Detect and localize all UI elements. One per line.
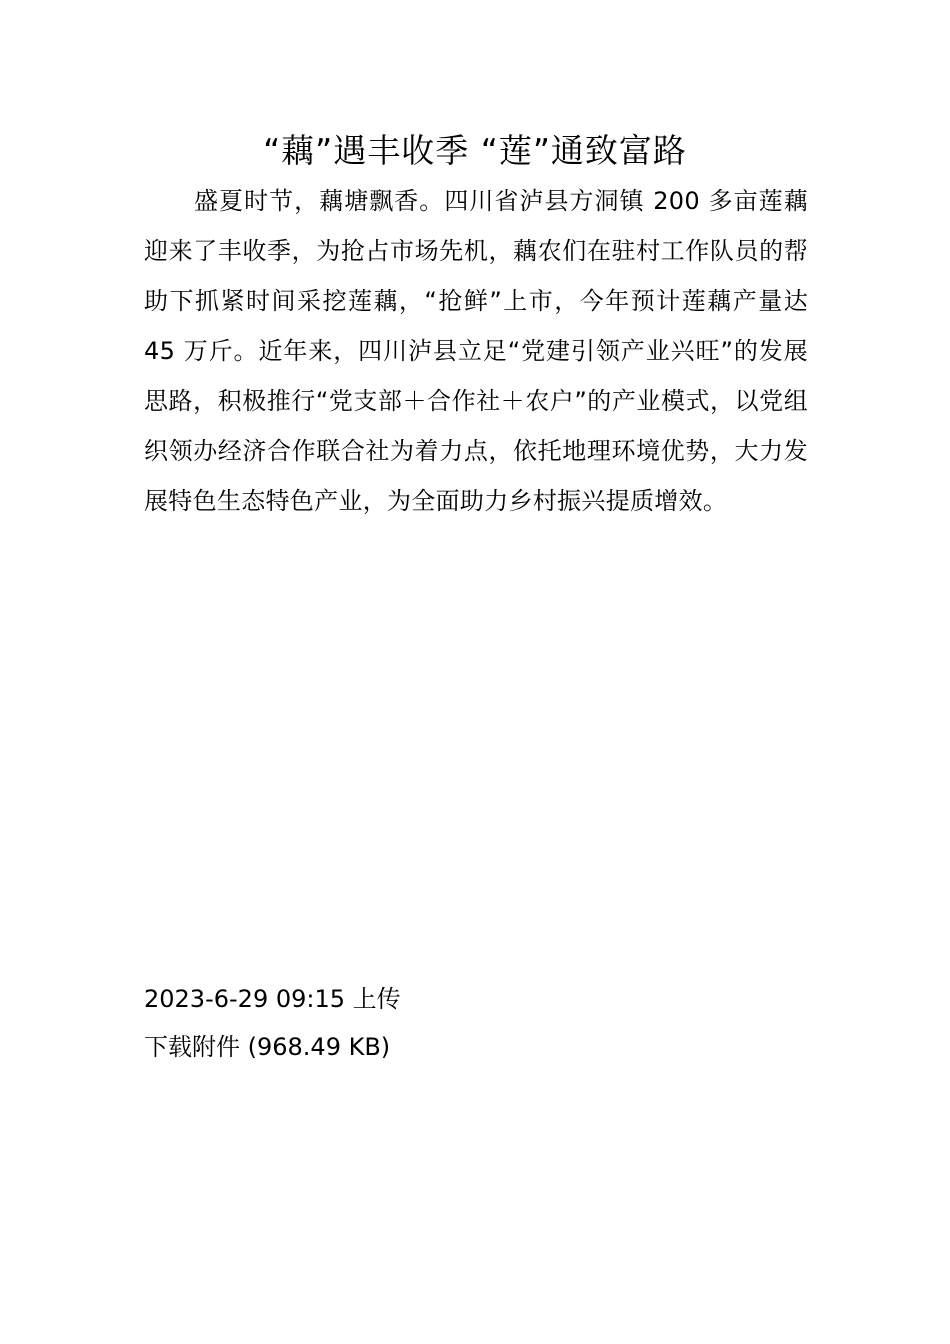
- attachment-meta: [144, 975, 401, 1071]
- download-attachment-link[interactable]: 下载附件 (968.49 KB): [144, 1033, 391, 1061]
- article-title: “藕”遇丰收季 “莲”通致富路: [263, 131, 687, 170]
- article-body: 盛夏时节，藕塘飘香。四川省泸县方洞镇 200 多亩莲藕迎来了丰收季，为抢占市场先机，藕农们在驻村工作队员的帮助下抓紧时间采挖莲藕，“抢鲜”上市，今年预计莲藕产量达 45 万斤。近年来，四川泸县立足“党建引领产业兴旺”的发展思路，积极推行“党支部＋合作社＋农户”的产业模式，以党组织领办经济合作联合社为着力点，依托地理环境优势，大力发展特色生态特色产业，为全面助力乡村振兴提质增效。: [144, 187, 808, 515]
- upload-timestamp: 2023-6-29 09:15 上传: [144, 985, 401, 1013]
